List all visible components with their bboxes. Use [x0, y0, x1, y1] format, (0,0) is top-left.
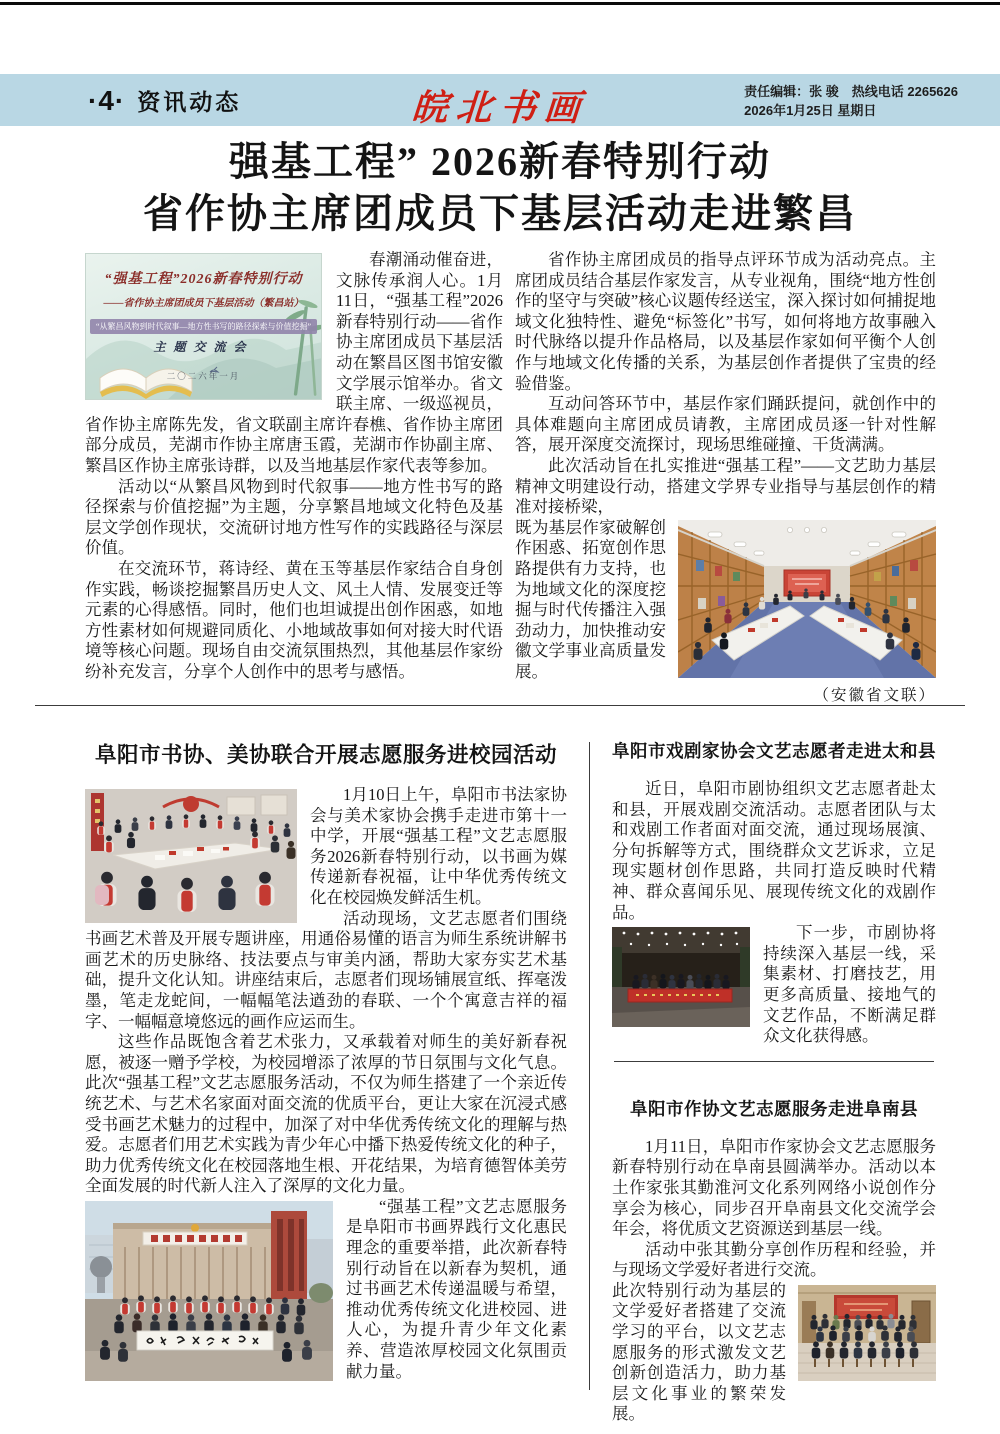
- lead-paragraph: 互动问答环节中，基层作家们踊跃提问，就创作中的具体难题向主席团成员请教，主席团成员逐一针对性解答，展开深度交流探讨，现场思维碰撞、干货满满。: [515, 394, 936, 455]
- header-band: [0, 74, 1000, 126]
- lead-paragraph: 春潮涌动催奋进，文脉传承润人心。1月11日，“强基工程”2026新春特别行动——省作协主席团成员下基层活动在繁昌区图书馆安徽文学展示馆举办。省文联主席、一级巡视员，省作协主席陈先发，省文联副主席许春樵、省作协主席团部分成员，芜湖市作协主席唐玉霞，芜湖市作协副主席、繁昌区作协主席张诗群，以及当地基层作家代表等参加。: [85, 250, 503, 475]
- lead-paragraph: 在交流环节，蒋诗经、黄在玉等基层作家结合自身创作实践，畅谈挖掘繁昌历史人文、风土人情、发展变迁等元素的心得感悟。同时，他们也坦诚提出创作困惑，如地方性素材如何规避同质化、小地域故事如何对接大时代语境等核心问题。现场自由交流氛围热烈，其他基层作家纷纷补充发言，分享个人创作中的思考与感悟。: [85, 558, 503, 681]
- poster-event-type: 主题交流会: [153, 340, 254, 354]
- theater-group-photo: [612, 927, 750, 1027]
- page-top-rule: [0, 2, 1000, 5]
- article-paragraph: 这些作品既饱含着艺术张力，又承载着对师生的美好新春祝愿，被逐一赠予学校，为校园增添了浓厚的节日氛围与文化气息。此次“强基工程”文艺志愿服务活动，不仅为师生搭建了一个亲近传统艺术、与艺术名家面对面交流的优质平台，更让大家在沉浸式感受书画艺术魅力的过程中，加深了对中华优秀传统文化的理解与热爱。志愿者们用艺术实践为青少年心中播下热爱传统文化的种子，助力优秀传统文化在校园落地生根、开花结果，为培育德智体美劳全面发展的时代新人注入了深厚的文化力量。: [85, 1032, 567, 1196]
- date-line: 2026年1月25日 星期日: [744, 103, 877, 118]
- horizontal-divider: [35, 705, 965, 706]
- article-taihe-photo-block: [612, 923, 936, 1047]
- article-paragraph: 活动中张其勤分享创作历程和经验，并与现场文学爱好者进行交流。: [612, 1239, 936, 1280]
- lead-article-left-column: [85, 250, 503, 682]
- photo-credit: （安徽省文联）: [813, 686, 936, 704]
- article-paragraph: 活动现场，文艺志愿者们围绕书画艺术普及开展专题讲座，用通俗易懂的语言为师生系统讲解书画艺术的历史脉络、技法要点与审美内涵，帮助大家夯实艺术基础，提升文化认知。讲座结束后，志愿者们现场铺展宣纸、挥毫泼墨，笔走龙蛇间，一幅幅笔法遒劲的春联、一个个寓意吉祥的福字、一幅幅意境悠远的画作应运而生。: [85, 908, 567, 1031]
- lead-paragraph: 既为基层作家破解创作困惑、拓宽创作思路提供有力支持，也为地域文化的深度挖掘与时代传播注入强劲动力，加快推动安徽文学事业高质量发展。: [515, 517, 666, 681]
- vertical-column-divider: [589, 742, 590, 1390]
- poster-date: 二〇二六年一月: [166, 371, 241, 381]
- lead-article-right-column: [515, 250, 936, 708]
- article-taihe-title: 阜阳市戏剧家协会文艺志愿者走进太和县: [612, 741, 936, 761]
- page-number: ·4·: [88, 85, 126, 116]
- article-paragraph: 近日，阜阳市剧协组织文艺志愿者赴太和县，开展戏剧交流活动。志愿者团队与太和戏剧工作者面对面交流，通过现场展演、分句拆解等方式，围绕群众文艺诉求，立足现实题材创作思路，共同打造反映时代精神、群众喜闻乐见、展现传统文化的戏剧作品。: [612, 779, 936, 922]
- poster-theme-banner: “从繁昌风物到时代叙事—地方性书写的路径探索与价值挖掘”: [86, 316, 321, 334]
- lead-headline: [0, 136, 1000, 240]
- lead-headline-line1: 强基工程” 2026新春特别行动: [229, 139, 771, 184]
- article-funan-photo-block: [612, 1281, 936, 1425]
- school-group-photo: [85, 1201, 333, 1381]
- meeting-group-photo: [798, 1285, 936, 1381]
- event-poster-photo: [85, 253, 322, 400]
- students-activity-photo: [85, 789, 297, 923]
- section-name: 资讯动态: [137, 89, 242, 115]
- article-paragraph: 此次特别行动为基层的文学爱好者搭建了交流学习的平台，以文艺志愿服务的形式激发文艺创新创造活力，助力基层文化事业的繁荣发展。: [612, 1280, 786, 1424]
- article-funan-title: 阜阳市作协文艺志愿服务走进阜南县: [630, 1098, 918, 1119]
- article-school-column: [85, 738, 567, 1385]
- article-paragraph: 1月11日，阜阳市作家协会文艺志愿服务新春特别行动在阜南县圆满举办。活动以本土作家张其勤淮河文化系列网络小说创作分享会为核心，同步召开阜南县文化交流学会年会，将优质文艺资源送到基层一线。: [612, 1136, 936, 1239]
- article-paragraph: 1月10日上午，阜阳市书法家协会与美术家协会携手走进市第十一中学，开展“强基工程”文艺志愿服务2026新春特别行动，以书画为媒传递新春祝福，让中华优秀传统文化在校园焕发鲜活生机。: [310, 785, 567, 907]
- lead-paragraph-wrap: [515, 517, 936, 704]
- lead-headline-line2: 省作协主席团成员下基层活动走进繁昌: [143, 191, 857, 236]
- lead-paragraph: 活动以“从繁昌风物到时代叙事——地方性书写的路径探索与价值挖掘”为主题，分享繁昌地域文化特色及基层文学创作现状，交流研讨地方性写作的实践路径与深层价值。: [85, 476, 503, 558]
- poster-title: “强基工程”2026新春特别行动: [104, 272, 303, 287]
- article-divider: [614, 1061, 934, 1062]
- article-paragraph: 下一步，市剧协将持续深入基层一线，采集素材、打磨技艺，用更多高质量、接地气的文艺作品，不断满足群众文化获得感。: [763, 923, 936, 1046]
- poster-subtitle: ——省作协主席团成员下基层活动（繁昌站）: [103, 298, 304, 309]
- header-right: [744, 82, 958, 120]
- editor-line: 责任编辑：张 骏 热线电话 2265626: [744, 84, 958, 99]
- masthead-logo: 皖北书画: [410, 88, 590, 128]
- article-school-title: 阜阳市书协、美协联合开展志愿服务进校园活动: [94, 743, 557, 767]
- right-articles-column: [612, 738, 936, 1425]
- lead-paragraph: 此次活动旨在扎实推进“强基工程”——文艺助力基层精神文明建设行动，搭建文学界专业指导与基层创作的精准对接桥梁，: [515, 455, 936, 517]
- library-meeting-photo: [678, 520, 936, 707]
- lead-paragraph: 省作协主席团成员的指导点评环节成为活动亮点。主席团成员结合基层作家发言，从专业视角，围绕“地方性创作的坚守与突破”核心议题传经送宝，深入探讨如何捕捉地域文化独特性、避免“标签化”书写，如何将地方故事融入时代脉络以提升作品格局，以及基层作家如何平衡个人创作与地域文化传播的关系，为基层创作者提供了宝贵的经验借鉴。: [515, 250, 936, 393]
- article-paragraph: “强基工程”文艺志愿服务是阜阳市书画界践行文化惠民理念的重要举措，此次新春特别行动旨在以新春为契机，通过书画艺术传递温暖与希望，推动优秀传统文化进校园、进人心，为提升青少年文化素养、营造浓厚校园文化氛围贡献力量。: [346, 1196, 567, 1381]
